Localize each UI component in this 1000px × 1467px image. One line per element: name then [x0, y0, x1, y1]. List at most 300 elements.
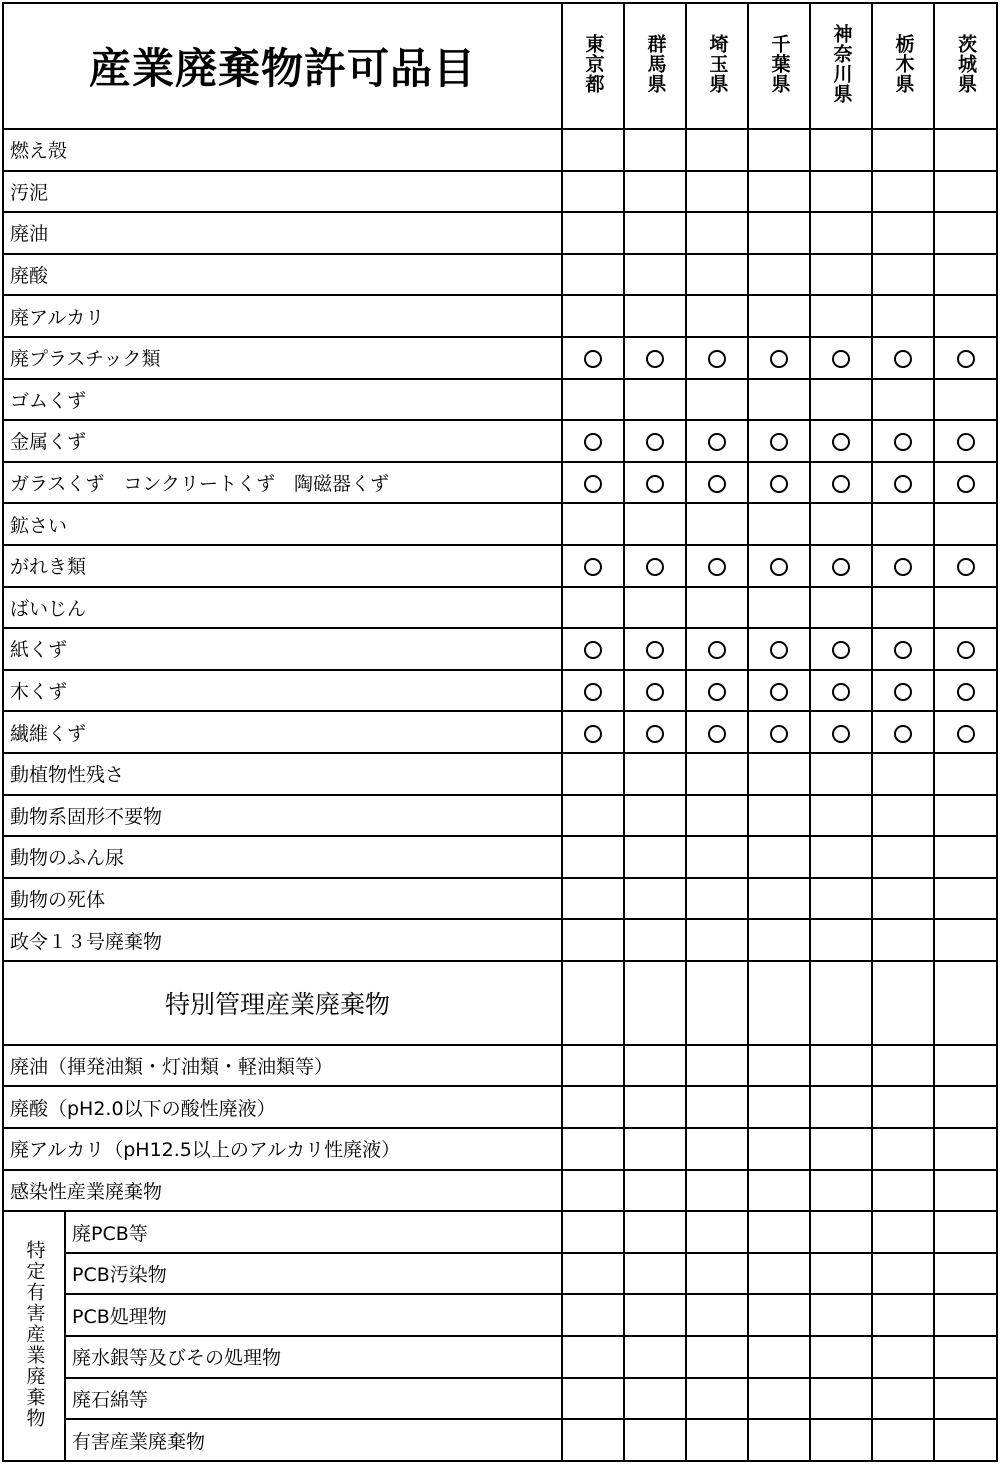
- prefecture-header: [748, 3, 810, 129]
- permit-mark-cell: [748, 379, 810, 421]
- permit-mark-cell: [810, 878, 872, 920]
- permit-circle-mark: [832, 725, 850, 743]
- permit-mark-cell: [934, 795, 997, 837]
- permit-circle-mark: [957, 725, 975, 743]
- permit-mark-cell: [934, 420, 997, 462]
- permit-circle-mark: [894, 475, 912, 493]
- permit-mark-cell: [810, 462, 872, 504]
- permit-circle-mark: [708, 350, 726, 368]
- permit-mark-cell: [562, 711, 624, 753]
- permit-mark-cell: [810, 1253, 872, 1295]
- permit-mark-cell: [810, 1211, 872, 1253]
- prefecture-header: [872, 3, 934, 129]
- table-row: [3, 212, 997, 254]
- item-label: ガラスくず コンクリートくず 陶磁器くず: [3, 462, 562, 504]
- permit-circle-mark: [584, 558, 602, 576]
- permit-mark-cell: [934, 1170, 997, 1212]
- prefecture-name: 東京都: [582, 34, 605, 94]
- permit-mark-cell: [810, 587, 872, 629]
- item-label: 紙くず: [3, 628, 562, 670]
- permit-mark-cell: [810, 420, 872, 462]
- permit-mark-cell: [934, 1211, 997, 1253]
- table-row: [3, 919, 997, 961]
- permit-mark-cell: [810, 254, 872, 296]
- permit-mark-cell: [872, 919, 934, 961]
- permit-mark-cell: [624, 337, 686, 379]
- permit-mark-cell: [934, 462, 997, 504]
- item-label: 廃アルカリ: [3, 295, 562, 337]
- permit-items-table: [2, 2, 998, 1462]
- permit-mark-cell: [872, 1294, 934, 1336]
- permit-mark-cell: [686, 545, 748, 587]
- permit-mark-cell: [624, 212, 686, 254]
- prefecture-header: [624, 3, 686, 129]
- table-row: [3, 878, 997, 920]
- permit-circle-mark: [646, 433, 664, 451]
- permit-circle-mark: [957, 641, 975, 659]
- sub-item-label: 廃PCB等: [65, 1211, 562, 1253]
- table-row: [3, 254, 997, 296]
- prefecture-name: 茨城県: [955, 34, 978, 94]
- permit-circle-mark: [646, 683, 664, 701]
- permit-mark-cell: [686, 379, 748, 421]
- item-label: がれき類: [3, 545, 562, 587]
- permit-mark-cell: [934, 129, 997, 171]
- permit-mark-cell: [624, 836, 686, 878]
- permit-mark-cell: [686, 503, 748, 545]
- permit-mark-cell: [562, 1294, 624, 1336]
- permit-circle-mark: [894, 641, 912, 659]
- permit-mark-cell: [748, 1419, 810, 1461]
- permit-mark-cell: [872, 420, 934, 462]
- permit-mark-cell: [934, 670, 997, 712]
- permit-mark-cell: [624, 545, 686, 587]
- permit-mark-cell: [872, 1170, 934, 1212]
- permit-mark-cell: [748, 503, 810, 545]
- permit-circle-mark: [708, 433, 726, 451]
- permit-mark-cell: [934, 1378, 997, 1420]
- permit-mark-cell: [872, 379, 934, 421]
- permit-mark-cell: [686, 1378, 748, 1420]
- permit-mark-cell: [686, 1086, 748, 1128]
- item-label: 廃プラスチック類: [3, 337, 562, 379]
- permit-mark-cell: [934, 295, 997, 337]
- permit-mark-cell: [810, 1336, 872, 1378]
- permit-circle-mark: [646, 475, 664, 493]
- permit-mark-cell: [624, 878, 686, 920]
- permit-mark-cell: [624, 1336, 686, 1378]
- permit-mark-cell: [562, 919, 624, 961]
- permit-circle-mark: [584, 641, 602, 659]
- permit-mark-cell: [562, 545, 624, 587]
- table-row: [3, 628, 997, 670]
- table-row: [3, 171, 997, 213]
- permit-mark-cell: [624, 171, 686, 213]
- permit-mark-cell: [562, 587, 624, 629]
- permit-mark-cell: [872, 254, 934, 296]
- permit-mark-cell: [562, 337, 624, 379]
- permit-circle-mark: [957, 433, 975, 451]
- permit-mark-cell: [872, 1211, 934, 1253]
- permit-mark-cell: [686, 129, 748, 171]
- permit-circle-mark: [708, 558, 726, 576]
- permit-mark-cell: [872, 1045, 934, 1087]
- sub-item-label: 有害産業廃棄物: [65, 1419, 562, 1461]
- permit-mark-cell: [562, 795, 624, 837]
- table-row: [3, 379, 997, 421]
- table-row: [3, 1086, 997, 1128]
- permit-mark-cell: [748, 836, 810, 878]
- permit-mark-cell: [748, 753, 810, 795]
- permit-mark-cell: [686, 1419, 748, 1461]
- permit-mark-cell: [872, 295, 934, 337]
- permit-mark-cell: [872, 587, 934, 629]
- permit-mark-cell: [686, 1211, 748, 1253]
- permit-mark-cell: [810, 711, 872, 753]
- permit-mark-cell: [934, 628, 997, 670]
- permit-mark-cell: [624, 1170, 686, 1212]
- permit-mark-cell: [872, 337, 934, 379]
- permit-mark-cell: [686, 254, 748, 296]
- permit-mark-cell: [562, 420, 624, 462]
- permit-mark-cell: [624, 670, 686, 712]
- permit-circle-mark: [646, 725, 664, 743]
- item-label: 木くず: [3, 670, 562, 712]
- permit-mark-cell: [748, 1170, 810, 1212]
- table-row: [3, 587, 997, 629]
- table-row: [3, 1211, 997, 1253]
- permit-mark-cell: [686, 878, 748, 920]
- permit-mark-cell: [562, 1378, 624, 1420]
- permit-mark-cell: [624, 503, 686, 545]
- permit-mark-cell: [934, 753, 997, 795]
- permit-mark-cell: [686, 961, 748, 1045]
- permit-circle-mark: [957, 475, 975, 493]
- permit-circle-mark: [832, 683, 850, 701]
- permit-mark-cell: [624, 379, 686, 421]
- permit-mark-cell: [810, 129, 872, 171]
- permit-mark-cell: [562, 171, 624, 213]
- permit-mark-cell: [934, 711, 997, 753]
- table-row: [3, 1294, 997, 1336]
- permit-mark-cell: [686, 836, 748, 878]
- permit-mark-cell: [562, 836, 624, 878]
- permit-mark-cell: [810, 1086, 872, 1128]
- permit-mark-cell: [624, 129, 686, 171]
- permit-mark-cell: [748, 711, 810, 753]
- permit-mark-cell: [748, 545, 810, 587]
- prefecture-header: [686, 3, 748, 129]
- permit-mark-cell: [748, 1336, 810, 1378]
- item-label: 燃え殻: [3, 129, 562, 171]
- table-row: [3, 420, 997, 462]
- section-header-row: [3, 961, 997, 1045]
- item-label: 繊維くず: [3, 711, 562, 753]
- permit-mark-cell: [872, 795, 934, 837]
- prefecture-name: 千葉県: [768, 34, 791, 94]
- permit-mark-cell: [934, 254, 997, 296]
- item-label: 感染性産業廃棄物: [3, 1170, 562, 1212]
- permit-mark-cell: [562, 628, 624, 670]
- permit-mark-cell: [748, 961, 810, 1045]
- permit-mark-cell: [562, 379, 624, 421]
- permit-mark-cell: [748, 212, 810, 254]
- sub-item-label: PCB汚染物: [65, 1253, 562, 1295]
- table-row: [3, 1378, 997, 1420]
- permit-mark-cell: [934, 379, 997, 421]
- prefecture-header: [934, 3, 997, 129]
- group-label-cell: [3, 1211, 65, 1461]
- permit-mark-cell: [748, 462, 810, 504]
- permit-circle-mark: [832, 475, 850, 493]
- permit-mark-cell: [810, 171, 872, 213]
- prefecture-name: 群馬県: [644, 34, 667, 94]
- permit-mark-cell: [624, 1419, 686, 1461]
- permit-mark-cell: [872, 878, 934, 920]
- permit-mark-cell: [810, 503, 872, 545]
- group-label: 特定有害産業廃棄物: [23, 1239, 46, 1429]
- permit-circle-mark: [894, 350, 912, 368]
- permit-mark-cell: [748, 129, 810, 171]
- permit-mark-cell: [934, 503, 997, 545]
- table-row: [3, 462, 997, 504]
- permit-mark-cell: [748, 878, 810, 920]
- permit-mark-cell: [686, 711, 748, 753]
- permit-circle-mark: [708, 475, 726, 493]
- permit-mark-cell: [748, 1253, 810, 1295]
- permit-circle-mark: [832, 558, 850, 576]
- item-label: 動植物性残さ: [3, 753, 562, 795]
- permit-mark-cell: [934, 836, 997, 878]
- permit-mark-cell: [934, 1128, 997, 1170]
- permit-mark-cell: [872, 212, 934, 254]
- item-label: ゴムくず: [3, 379, 562, 421]
- permit-circle-mark: [770, 683, 788, 701]
- permit-circle-mark: [584, 433, 602, 451]
- permit-mark-cell: [872, 171, 934, 213]
- permit-mark-cell: [872, 1419, 934, 1461]
- permit-mark-cell: [624, 1128, 686, 1170]
- permit-mark-cell: [810, 628, 872, 670]
- permit-mark-cell: [686, 753, 748, 795]
- table-row: [3, 1253, 997, 1295]
- table-row: [3, 711, 997, 753]
- permit-mark-cell: [686, 212, 748, 254]
- item-label: 政令１３号廃棄物: [3, 919, 562, 961]
- permit-mark-cell: [686, 1128, 748, 1170]
- permit-mark-cell: [748, 420, 810, 462]
- permit-mark-cell: [810, 1128, 872, 1170]
- permit-mark-cell: [934, 1086, 997, 1128]
- permit-mark-cell: [748, 919, 810, 961]
- permit-mark-cell: [748, 628, 810, 670]
- prefecture-header: [810, 3, 872, 129]
- permit-circle-mark: [957, 558, 975, 576]
- permit-circle-mark: [894, 725, 912, 743]
- permit-mark-cell: [872, 670, 934, 712]
- permit-mark-cell: [934, 1294, 997, 1336]
- permit-mark-cell: [872, 711, 934, 753]
- permit-mark-cell: [624, 587, 686, 629]
- permit-mark-cell: [872, 628, 934, 670]
- permit-circle-mark: [770, 558, 788, 576]
- permit-mark-cell: [624, 711, 686, 753]
- permit-mark-cell: [872, 961, 934, 1045]
- permit-mark-cell: [810, 212, 872, 254]
- permit-circle-mark: [584, 683, 602, 701]
- permit-mark-cell: [934, 1253, 997, 1295]
- permit-circle-mark: [646, 558, 664, 576]
- prefecture-name: 栃木県: [892, 34, 915, 94]
- table-row: [3, 795, 997, 837]
- permit-mark-cell: [810, 961, 872, 1045]
- permit-circle-mark: [770, 475, 788, 493]
- table-row: [3, 1419, 997, 1461]
- permit-mark-cell: [686, 1253, 748, 1295]
- permit-mark-cell: [686, 587, 748, 629]
- permit-circle-mark: [708, 683, 726, 701]
- permit-mark-cell: [686, 670, 748, 712]
- item-label: 汚泥: [3, 171, 562, 213]
- permit-mark-cell: [748, 171, 810, 213]
- permit-mark-cell: [934, 1045, 997, 1087]
- permit-mark-cell: [686, 628, 748, 670]
- permit-mark-cell: [686, 337, 748, 379]
- permit-mark-cell: [934, 212, 997, 254]
- table-title: 産業廃棄物許可品目: [3, 3, 562, 129]
- permit-mark-cell: [872, 1378, 934, 1420]
- item-label: 動物の死体: [3, 878, 562, 920]
- permit-circle-mark: [646, 350, 664, 368]
- permit-mark-cell: [624, 1211, 686, 1253]
- permit-mark-cell: [562, 254, 624, 296]
- permit-mark-cell: [810, 1419, 872, 1461]
- permit-mark-cell: [562, 129, 624, 171]
- permit-mark-cell: [624, 1294, 686, 1336]
- permit-mark-cell: [934, 1419, 997, 1461]
- permit-mark-cell: [934, 919, 997, 961]
- item-label: 廃酸（pH2.0以下の酸性廃液）: [3, 1086, 562, 1128]
- permit-circle-mark: [894, 433, 912, 451]
- permit-mark-cell: [872, 1128, 934, 1170]
- prefecture-header: [562, 3, 624, 129]
- permit-mark-cell: [810, 545, 872, 587]
- permit-mark-cell: [934, 961, 997, 1045]
- permit-circle-mark: [770, 725, 788, 743]
- item-label: 鉱さい: [3, 503, 562, 545]
- item-label: 廃油（揮発油類・灯油類・軽油類等）: [3, 1045, 562, 1087]
- table-row: [3, 295, 997, 337]
- permit-mark-cell: [624, 1378, 686, 1420]
- permit-mark-cell: [562, 212, 624, 254]
- item-label: 廃アルカリ（pH12.5以上のアルカリ性廃液）: [3, 1128, 562, 1170]
- permit-mark-cell: [562, 1128, 624, 1170]
- permit-mark-cell: [562, 1086, 624, 1128]
- permit-mark-cell: [872, 1253, 934, 1295]
- item-label: 動物のふん尿: [3, 836, 562, 878]
- permit-mark-cell: [686, 1336, 748, 1378]
- prefecture-name: 埼玉県: [706, 34, 729, 94]
- permit-mark-cell: [624, 919, 686, 961]
- permit-mark-cell: [872, 753, 934, 795]
- permit-circle-mark: [646, 641, 664, 659]
- item-label: 廃酸: [3, 254, 562, 296]
- permit-circle-mark: [957, 683, 975, 701]
- permit-mark-cell: [872, 129, 934, 171]
- permit-mark-cell: [872, 462, 934, 504]
- permit-mark-cell: [872, 1086, 934, 1128]
- permit-mark-cell: [624, 753, 686, 795]
- permit-mark-cell: [562, 961, 624, 1045]
- permit-circle-mark: [584, 350, 602, 368]
- table-row: [3, 1336, 997, 1378]
- permit-mark-cell: [562, 1336, 624, 1378]
- table-row: [3, 1128, 997, 1170]
- permit-mark-cell: [748, 1211, 810, 1253]
- table-row: [3, 337, 997, 379]
- item-label: 動物系固形不要物: [3, 795, 562, 837]
- permit-mark-cell: [810, 1294, 872, 1336]
- permit-mark-cell: [810, 1045, 872, 1087]
- permit-mark-cell: [748, 1086, 810, 1128]
- table-row: [3, 129, 997, 171]
- permit-mark-cell: [748, 670, 810, 712]
- permit-mark-cell: [686, 1170, 748, 1212]
- sub-item-label: PCB処理物: [65, 1294, 562, 1336]
- permit-mark-cell: [562, 1419, 624, 1461]
- table-row: [3, 1045, 997, 1087]
- permit-mark-cell: [686, 171, 748, 213]
- permit-circle-mark: [832, 641, 850, 659]
- permit-mark-cell: [934, 545, 997, 587]
- permit-mark-cell: [872, 836, 934, 878]
- permit-mark-cell: [872, 503, 934, 545]
- permit-mark-cell: [748, 1128, 810, 1170]
- permit-mark-cell: [686, 420, 748, 462]
- permit-mark-cell: [686, 919, 748, 961]
- permit-mark-cell: [562, 878, 624, 920]
- table-row: [3, 753, 997, 795]
- permit-mark-cell: [562, 503, 624, 545]
- permit-mark-cell: [624, 1086, 686, 1128]
- permit-circle-mark: [770, 433, 788, 451]
- permit-mark-cell: [624, 254, 686, 296]
- permit-circle-mark: [832, 350, 850, 368]
- permit-mark-cell: [624, 1253, 686, 1295]
- permit-mark-cell: [748, 587, 810, 629]
- table-row: [3, 836, 997, 878]
- section-title: 特別管理産業廃棄物: [3, 961, 562, 1045]
- permit-mark-cell: [872, 1336, 934, 1378]
- permit-mark-cell: [810, 670, 872, 712]
- permit-circle-mark: [708, 641, 726, 659]
- permit-circle-mark: [894, 558, 912, 576]
- permit-mark-cell: [562, 1211, 624, 1253]
- table-row: [3, 503, 997, 545]
- permit-mark-cell: [934, 337, 997, 379]
- permit-mark-cell: [934, 878, 997, 920]
- permit-circle-mark: [957, 350, 975, 368]
- permit-mark-cell: [810, 753, 872, 795]
- permit-mark-cell: [624, 961, 686, 1045]
- table-row: [3, 1170, 997, 1212]
- item-label: ばいじん: [3, 587, 562, 629]
- permit-mark-cell: [562, 462, 624, 504]
- permit-mark-cell: [810, 836, 872, 878]
- permit-mark-cell: [624, 795, 686, 837]
- permit-mark-cell: [562, 1045, 624, 1087]
- permit-mark-cell: [686, 1294, 748, 1336]
